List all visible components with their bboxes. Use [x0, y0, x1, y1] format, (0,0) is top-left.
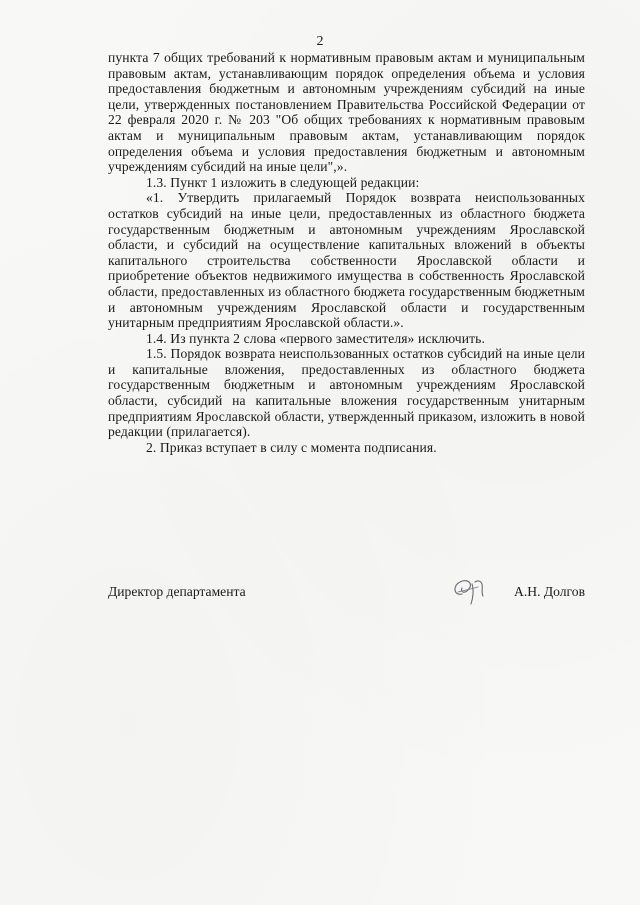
signature-block: [108, 578, 585, 606]
signatory-title: Директор департамента: [108, 584, 246, 599]
paragraph-continuation: пункта 7 общих требований к нормативным правовым актам и муниципальным правовым актам, устанавливающим порядок определения объема и условия предоставления бюджетным и автономным учреждениям субсидий на иные цели, утвержденных постановлением Правительства Российской Федерации от 22 февраля 2020 г. № 203 "Об общих требованиях к нормативным правовым актам и муниципальным правовым актам, устанавливающим порядок определения объема и условия предоставления бюджетным и автономным учреждениям субсидий на иные цели",».: [108, 50, 585, 175]
page-number: 2: [316, 34, 324, 49]
paragraph-2: 2. Приказ вступает в силу с момента подписания.: [146, 439, 437, 455]
paragraph-1-5: 1.5. Порядок возврата неиспользованных остатков субсидий на иные цели и капитальные вложения, предоставленных из областного бюджета государственным бюджетным и автономным учреждениям Ярославской области, субсидий на капитальные вложения государственным унитарным предприятиям Ярославской области, утвержденный приказом, изложить в новой редакции (прилагается).: [108, 346, 585, 440]
signatory-name: А.Н. Долгов: [514, 584, 585, 599]
handwritten-signature-icon: [448, 572, 496, 608]
paragraph-1-3-quote: «1. Утвердить прилагаемый Порядок возврата неиспользованных остатков субсидий на иные цели, предоставленных из областного бюджета государственным бюджетным и автономным учреждениям Ярославской области, и субсидий на осуществление капитальных вложений в объекты капитального строительства собственности Ярославской области и приобретение объектов недвижимого имущества в собственность Ярославской области, предоставленных из областного бюджета государственным бюджетным и автономным учреждениям Ярославской области и государственным унитарным предприятиям Ярославской области.».: [108, 190, 585, 331]
document-body: [108, 50, 585, 455]
paragraph-1-4: 1.4. Из пункта 2 слова «первого заместителя» исключить.: [146, 330, 485, 346]
paragraph-1-3: 1.3. Пункт 1 изложить в следующей редакции:: [146, 174, 420, 190]
